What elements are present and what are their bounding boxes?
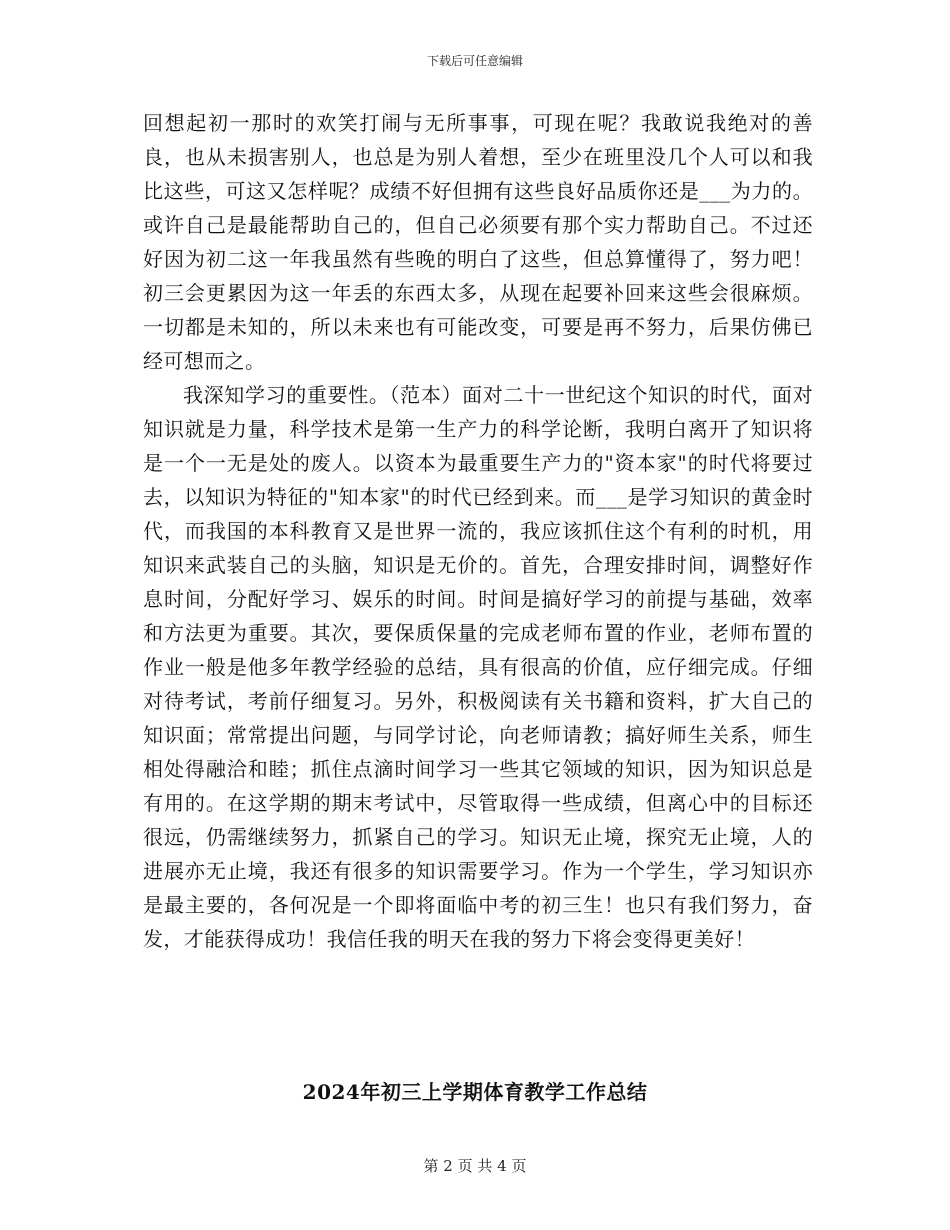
section-title: 2024年初三上学期体育教学工作总结 (302, 1080, 648, 1104)
page-header: 下载后可任意编辑 (426, 54, 523, 68)
document-body (143, 106, 813, 956)
paragraph-2: 我深知学习的重要性。（范本）面对二十一世纪这个知识的时代，面对知识就是力量，科学技术是第一生产力的科学论断，我明白离开了知识将是一个一无是处的废人。以资本为最重要生产力的"资本家"的时代将要过去，以知识为特征的"知本家"的时代已经到来。而___是学习知识的黄金时代，而我国的本科教育又是世界一流的，我应该抓住这个有利的时机，用知识来武装自己的头脑，知识是无价的。首先，合理安排时间，调整好作息时间，分配好学习、娱乐的时间。时间是搞好学习的前提与基础，效率和方法更为重要。其次，要保质保量的完成老师布置的作业，老师布置的作业一般是他多年教学经验的总结，具有很高的价值，应仔细完成。仔细对待考试，考前仔细复习。另外，积极阅读有关书籍和资料，扩大自己的知识面；常常提出问题，与同学讨论，向老师请教；搞好师生关系，师生相处得融洽和睦；抓住点滴时间学习一些其它领域的知识，因为知识总是有用的。在这学期的期末考试中，尽管取得一些成绩，但离心中的目标还很远，仍需继续努力，抓紧自己的学习。知识无止境，探究无止境，人的进展亦无止境，我还有很多的知识需要学习。作为一个学生，学习知识亦是最主要的，各何况是一个即将面临中考的初三生！也只有我们努力，奋发，才能获得成功！我信任我的明天在我的努力下将会变得更美好！ (143, 383, 813, 951)
page-footer: 第 2 页 共 4 页 (423, 1157, 527, 1175)
paragraph-1: 回想起初一那时的欢笑打闹与无所事事，可现在呢？我敢说我绝对的善良，也从未损害别人，也总是为别人着想，至少在班里没几个人可以和我比这些，可这又怎样呢？成绩不好但拥有这些良好品质你还是___为力的。或许自己是最能帮助自己的，但自己必须要有那个实力帮助自己。不过还好因为初二这一年我虽然有些晚的明白了这些，但总算懂得了，努力吧！初三会更累因为这一年丢的东西太多，从现在起要补回来这些会很麻烦。一切都是未知的，所以未来也有可能改变，可要是再不努力，后果仿佛已经可想而之。 (143, 111, 813, 373)
